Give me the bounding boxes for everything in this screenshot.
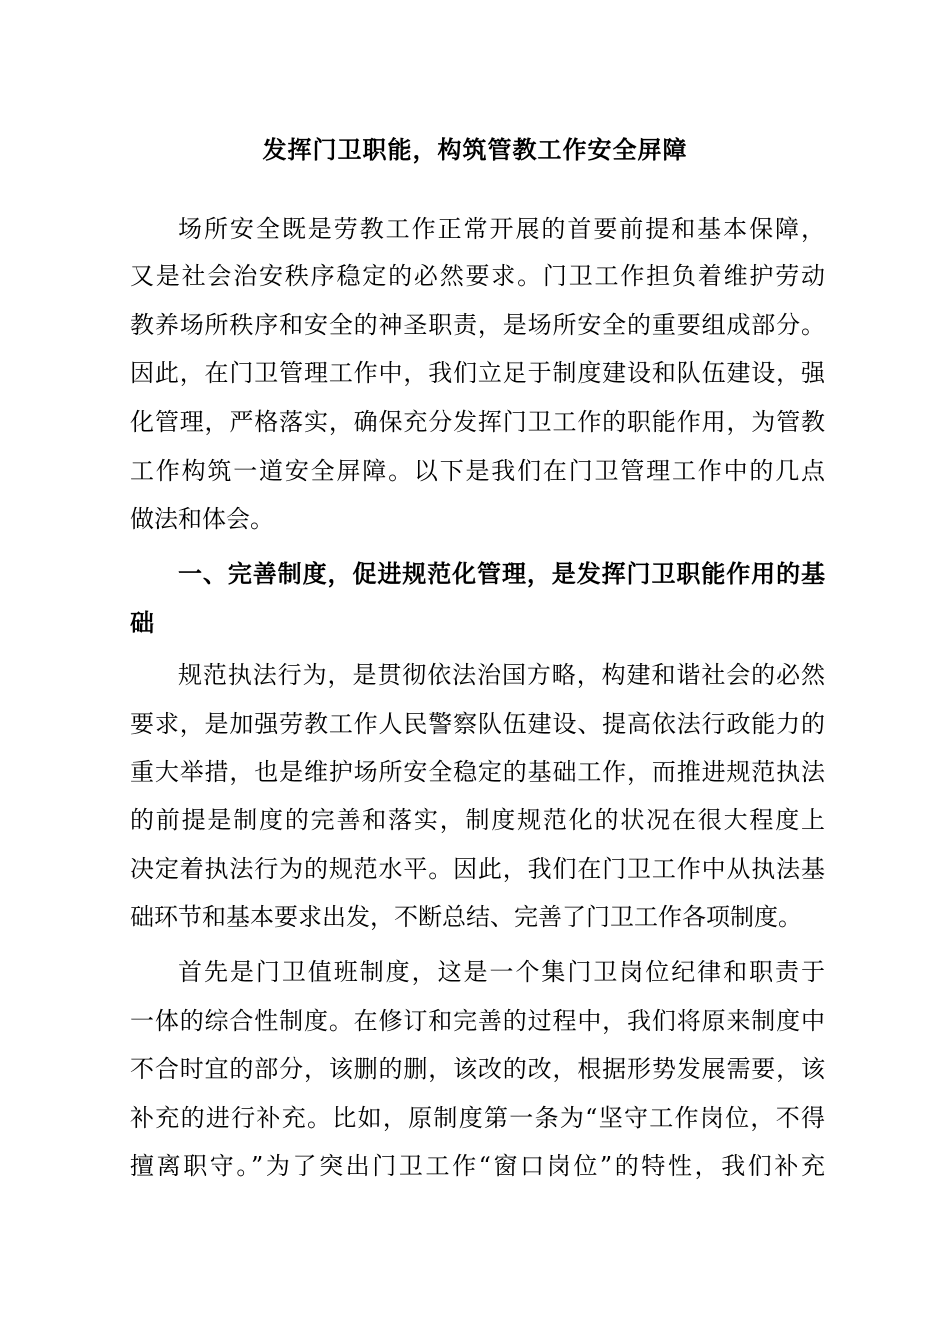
paragraph-line: 化管理，严格落实，确保充分发挥门卫工作的职能作用，为管教 <box>130 408 825 436</box>
paragraph-line: 场所安全既是劳教工作正常开展的首要前提和基本保障， <box>178 215 825 243</box>
paragraph-line: 擅离职守。”为了突出门卫工作“窗口岗位”的特性，我们补充 <box>130 1152 825 1180</box>
paragraph-line: 教养场所秩序和安全的神圣职责，是场所安全的重要组成部分。 <box>130 311 825 339</box>
section-heading-line: 一、完善制度，促进规范化管理，是发挥门卫职能作用的基 <box>178 559 825 588</box>
paragraph-line: 工作构筑一道安全屏障。以下是我们在门卫管理工作中的几点 <box>130 457 825 485</box>
section-heading-line: 础 <box>130 608 154 637</box>
paragraph-line: 做法和体会。 <box>130 505 274 533</box>
paragraph-line: 一体的综合性制度。在修订和完善的过程中，我们将原来制度中 <box>130 1007 825 1035</box>
document-title: 发挥门卫职能，构筑管教工作安全屏障 <box>262 135 688 164</box>
paragraph-line: 补充的进行补充。比如，原制度第一条为“坚守工作岗位，不得 <box>130 1104 825 1132</box>
paragraph-line: 因此，在门卫管理工作中，我们立足于制度建设和队伍建设，强 <box>130 359 825 387</box>
paragraph-line: 础环节和基本要求出发，不断总结、完善了门卫工作各项制度。 <box>130 903 802 931</box>
paragraph-line: 决定着执法行为的规范水平。因此，我们在门卫工作中从执法基 <box>130 855 825 883</box>
paragraph-line: 又是社会治安秩序稳定的必然要求。门卫工作担负着维护劳动 <box>130 262 825 290</box>
paragraph-line: 不合时宜的部分，该删的删，该改的改，根据形势发展需要，该 <box>130 1055 825 1083</box>
paragraph-line: 重大举措，也是维护场所安全稳定的基础工作，而推进规范执法 <box>130 758 825 786</box>
paragraph-line: 的前提是制度的完善和落实，制度规范化的状况在很大程度上 <box>130 806 825 834</box>
paragraph-line: 要求，是加强劳教工作人民警察队伍建设、提高依法行政能力的 <box>130 710 825 738</box>
paragraph-line: 首先是门卫值班制度，这是一个集门卫岗位纪律和职责于 <box>178 958 825 986</box>
paragraph-line: 规范执法行为，是贯彻依法治国方略，构建和谐社会的必然 <box>178 661 825 689</box>
